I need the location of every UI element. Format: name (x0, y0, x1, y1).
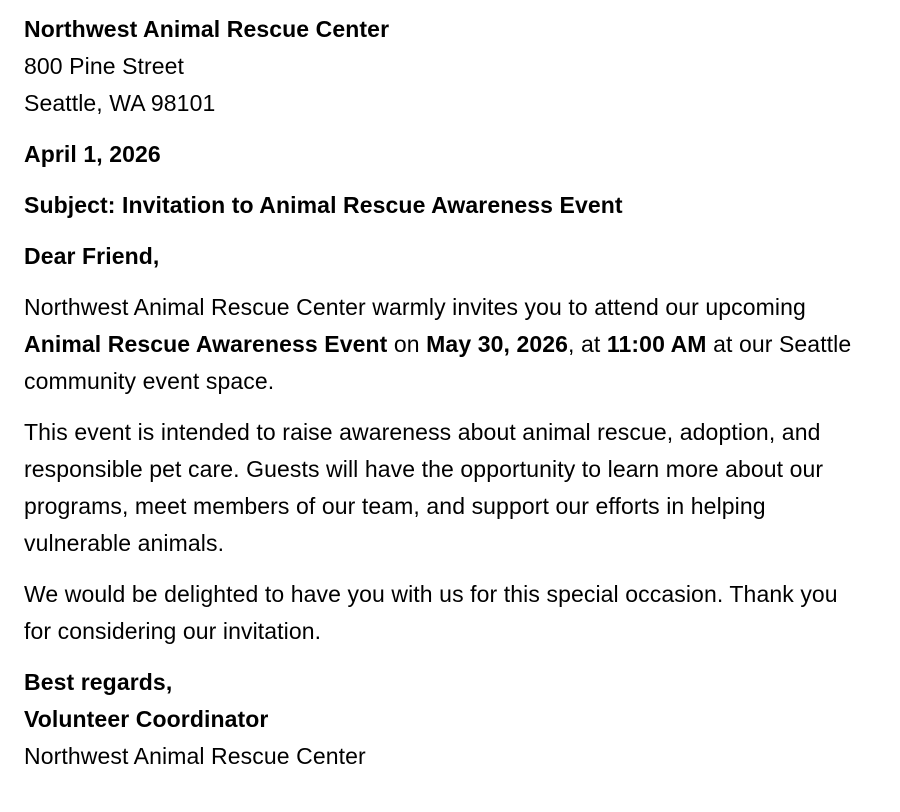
body-paragraph (24, 576, 876, 650)
letter-body (24, 289, 876, 650)
text-line (24, 576, 876, 613)
address-line-1: 800 Pine Street (24, 53, 185, 79)
text-segment: 11:00 AM (606, 331, 707, 357)
text-segment: May 30, 2026 (426, 331, 569, 357)
salutation-block (24, 238, 876, 275)
body-paragraph (24, 289, 876, 400)
text-segment: , at (568, 331, 607, 357)
text-segment: Northwest Animal Rescue Center warmly invites you to attend our upcoming (24, 294, 806, 320)
text-segment: for considering our invitation. (24, 618, 322, 644)
date-block (24, 136, 876, 173)
text-segment: community event space. (24, 368, 275, 394)
org-name: Northwest Animal Rescue Center (24, 16, 390, 42)
sender-header-block (24, 11, 876, 122)
text-line (24, 326, 876, 363)
text-segment: programs, meet members of our team, and support our efforts in helping (24, 493, 766, 519)
closing-regards: Best regards, (24, 669, 173, 695)
text-line (24, 613, 876, 650)
text-segment: responsible pet care. Guests will have the opportunity to learn more about our (24, 456, 824, 482)
text-line (24, 488, 876, 525)
signature-title: Volunteer Coordinator (24, 706, 269, 732)
subject-block (24, 187, 876, 224)
signature-org: Northwest Animal Rescue Center (24, 743, 366, 769)
text-segment: vulnerable animals. (24, 530, 225, 556)
text-line (24, 451, 876, 488)
text-line (24, 414, 876, 451)
date-line: April 1, 2026 (24, 141, 161, 167)
text-line (24, 363, 876, 400)
text-line (24, 525, 876, 562)
closing-block (24, 664, 876, 775)
salutation: Dear Friend, (24, 243, 160, 269)
subject-line: Subject: Invitation to Animal Rescue Awareness Event (24, 192, 623, 218)
text-segment: We would be delighted to have you with us for this special occasion. Thank you (24, 581, 838, 607)
text-segment: This event is intended to raise awareness about animal rescue, adoption, and (24, 419, 821, 445)
text-line (24, 289, 876, 326)
body-paragraph (24, 414, 876, 562)
text-segment: on (387, 331, 427, 357)
text-segment: Animal Rescue Awareness Event (24, 331, 388, 357)
text-segment: at our Seattle (706, 331, 852, 357)
address-line-2: Seattle, WA 98101 (24, 90, 216, 116)
